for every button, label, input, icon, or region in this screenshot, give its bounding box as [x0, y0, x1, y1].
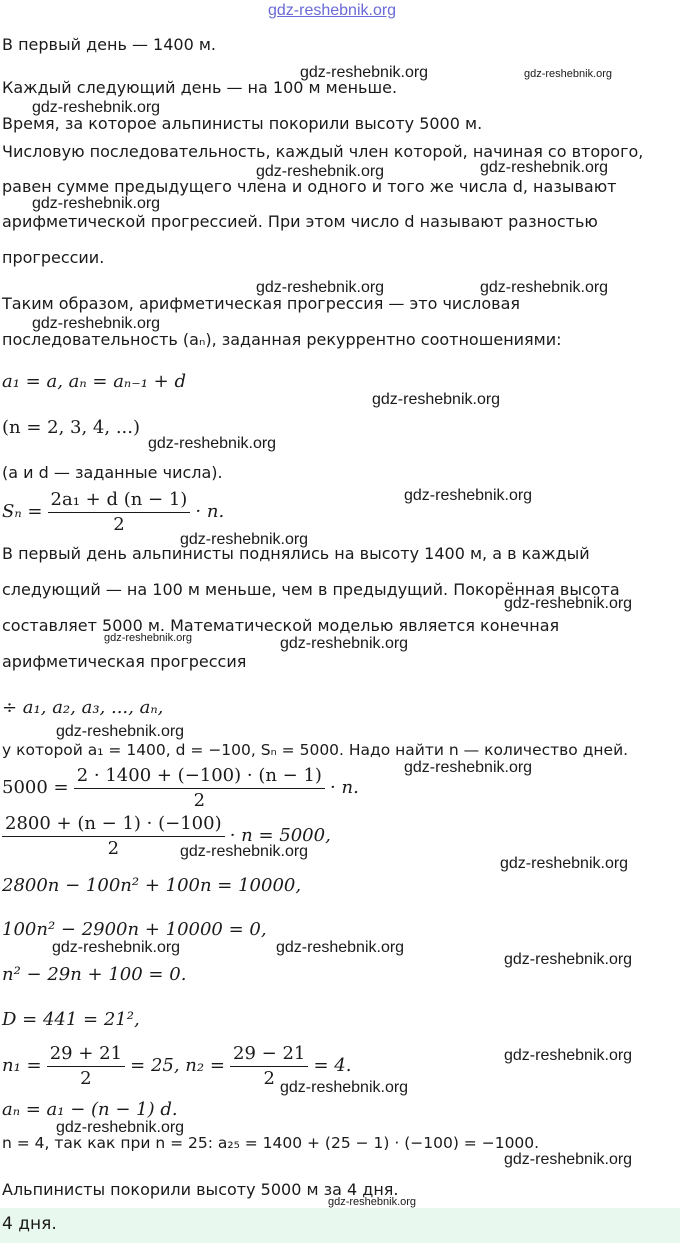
watermark: gdz-reshebnik.org [180, 843, 309, 860]
watermark: gdz-reshebnik.org [504, 1151, 633, 1168]
watermark: gdz-reshebnik.org [32, 315, 161, 332]
watermark: gdz-reshebnik.org [504, 595, 633, 612]
eq1-rhs: · n. [330, 777, 359, 798]
eq1-lhs: 5000 = [2, 777, 69, 798]
roots-fraction-1 [47, 1042, 125, 1091]
formula-discriminant: D = 441 = 21², [2, 1009, 140, 1030]
roots-numerator-2: 29 − 21 [230, 1042, 308, 1067]
eq2-denominator: 2 [107, 838, 120, 859]
eq2-rhs: · n = 5000, [229, 825, 331, 846]
watermark: gdz-reshebnik.org [56, 1119, 185, 1136]
formula-sum-denominator: 2 [113, 514, 125, 535]
text-line-1: В первый день — 1400 м. [2, 35, 216, 54]
formula-sum [2, 488, 224, 537]
watermark: gdz-reshebnik.org [328, 1196, 417, 1208]
formula-equation-1 [2, 764, 359, 813]
watermark: gdz-reshebnik.org [256, 279, 385, 296]
answer-text: 4 дня. [2, 1214, 57, 1234]
text-line-14: В первый день альпинисты поднялись на высоту 1400 м, а в каждый [2, 544, 590, 563]
text-line-4: Числовую последовательность, каждый член которой, начиная со второго, [2, 142, 644, 161]
watermark: gdz-reshebnik.org [256, 163, 385, 180]
formula-equation-5: n² − 29n + 100 = 0. [2, 964, 187, 985]
formula-nth-term: aₙ = a₁ − (n − 1) d. [2, 1099, 178, 1120]
text-line-16: составляет 5000 м. Математической моделью является конечная [2, 616, 560, 635]
watermark: gdz-reshebnik.org [372, 391, 501, 408]
text-line-7: прогрессии. [2, 248, 105, 267]
roots-denominator-1: 2 [80, 1068, 92, 1089]
answer-box [0, 1208, 680, 1243]
text-line-3: Время, за которое альпинисты покорили высоту 5000 м. [2, 114, 483, 133]
watermark: gdz-reshebnik.org [148, 435, 277, 452]
formula-equation-4: 100n² − 2900n + 10000 = 0, [2, 919, 267, 940]
watermark: gdz-reshebnik.org [524, 68, 613, 80]
text-line-2: Каждый следующий день — на 100 м меньше. [2, 78, 398, 97]
watermark: gdz-reshebnik.org [280, 1079, 409, 1096]
text-line-8: Таким образом, арифметическая прогрессия — это числовая [2, 294, 520, 313]
text-line-29: Альпинисты покорили высоту 5000 м за 4 дня. [2, 1180, 399, 1199]
formula-n-range: (n = 2, 3, 4, ...) [2, 417, 141, 438]
text-line-12: (a и d — заданные числа). [2, 463, 223, 482]
watermark: gdz-reshebnik.org [404, 487, 533, 504]
formula-sum-numerator: 2a₁ + d (n − 1) [48, 488, 191, 513]
text-line-28: n = 4, так как при n = 25: a₂₅ = 1400 + (25 − 1) · (−100) = −1000. [2, 1134, 540, 1152]
eq1-denominator: 2 [193, 790, 206, 811]
eq1-fraction [74, 764, 325, 813]
eq2-numerator: 2800 + (n − 1) · (−100) [2, 812, 225, 837]
watermark: gdz-reshebnik.org [280, 635, 409, 652]
roots-rhs: = 4. [313, 1055, 352, 1076]
roots-lhs: n₁ = [2, 1055, 42, 1076]
watermark: gdz-reshebnik.org [300, 64, 429, 81]
roots-denominator-2: 2 [263, 1068, 275, 1089]
text-line-6: арифметической прогрессией. При этом число d называют разностью [2, 212, 598, 231]
text-line-19: у которой a₁ = 1400, d = −100, Sₙ = 5000. Надо найти n — количество дней. [2, 741, 629, 759]
roots-numerator-1: 29 + 21 [47, 1042, 125, 1067]
watermark: gdz-reshebnik.org [56, 723, 185, 740]
watermark: gdz-reshebnik.org [480, 279, 609, 296]
watermark: gdz-reshebnik.org [32, 99, 161, 116]
text-line-15: следующий — на 100 м меньше, чем в предыдущий. Покорённая высота [2, 580, 620, 599]
text-line-9: последовательность (aₙ), заданная рекуррентно соотношениями: [2, 330, 562, 349]
watermark-top[interactable]: gdz-reshebnik.org [268, 2, 397, 19]
watermark: gdz-reshebnik.org [404, 759, 533, 776]
formula-sum-lhs: Sₙ = [2, 501, 43, 522]
watermark: gdz-reshebnik.org [500, 855, 629, 872]
formula-progression: ÷ a₁, a₂, a₃, ..., aₙ, [2, 697, 164, 718]
watermark: gdz-reshebnik.org [32, 195, 161, 212]
watermark: gdz-reshebnik.org [504, 951, 633, 968]
watermark: gdz-reshebnik.org [480, 159, 609, 176]
formula-equation-3: 2800n − 100n² + 100n = 10000, [2, 875, 302, 896]
formula-recurrence: a₁ = a, aₙ = aₙ₋₁ + d [2, 371, 186, 392]
watermark: gdz-reshebnik.org [52, 939, 181, 956]
text-line-5: равен сумме предыдущего члена и одного и того же числа d, называют [2, 177, 617, 196]
text-line-17: арифметическая прогрессия [2, 652, 247, 671]
watermark: gdz-reshebnik.org [504, 1047, 633, 1064]
watermark: gdz-reshebnik.org [104, 632, 193, 644]
watermark: gdz-reshebnik.org [276, 939, 405, 956]
watermark: gdz-reshebnik.org [180, 531, 309, 548]
formula-sum-fraction [48, 488, 191, 537]
formula-sum-rhs: · n. [195, 501, 225, 522]
roots-mid: = 25, n₂ = [130, 1055, 225, 1076]
eq1-numerator: 2 · 1400 + (−100) · (n − 1) [74, 764, 325, 789]
